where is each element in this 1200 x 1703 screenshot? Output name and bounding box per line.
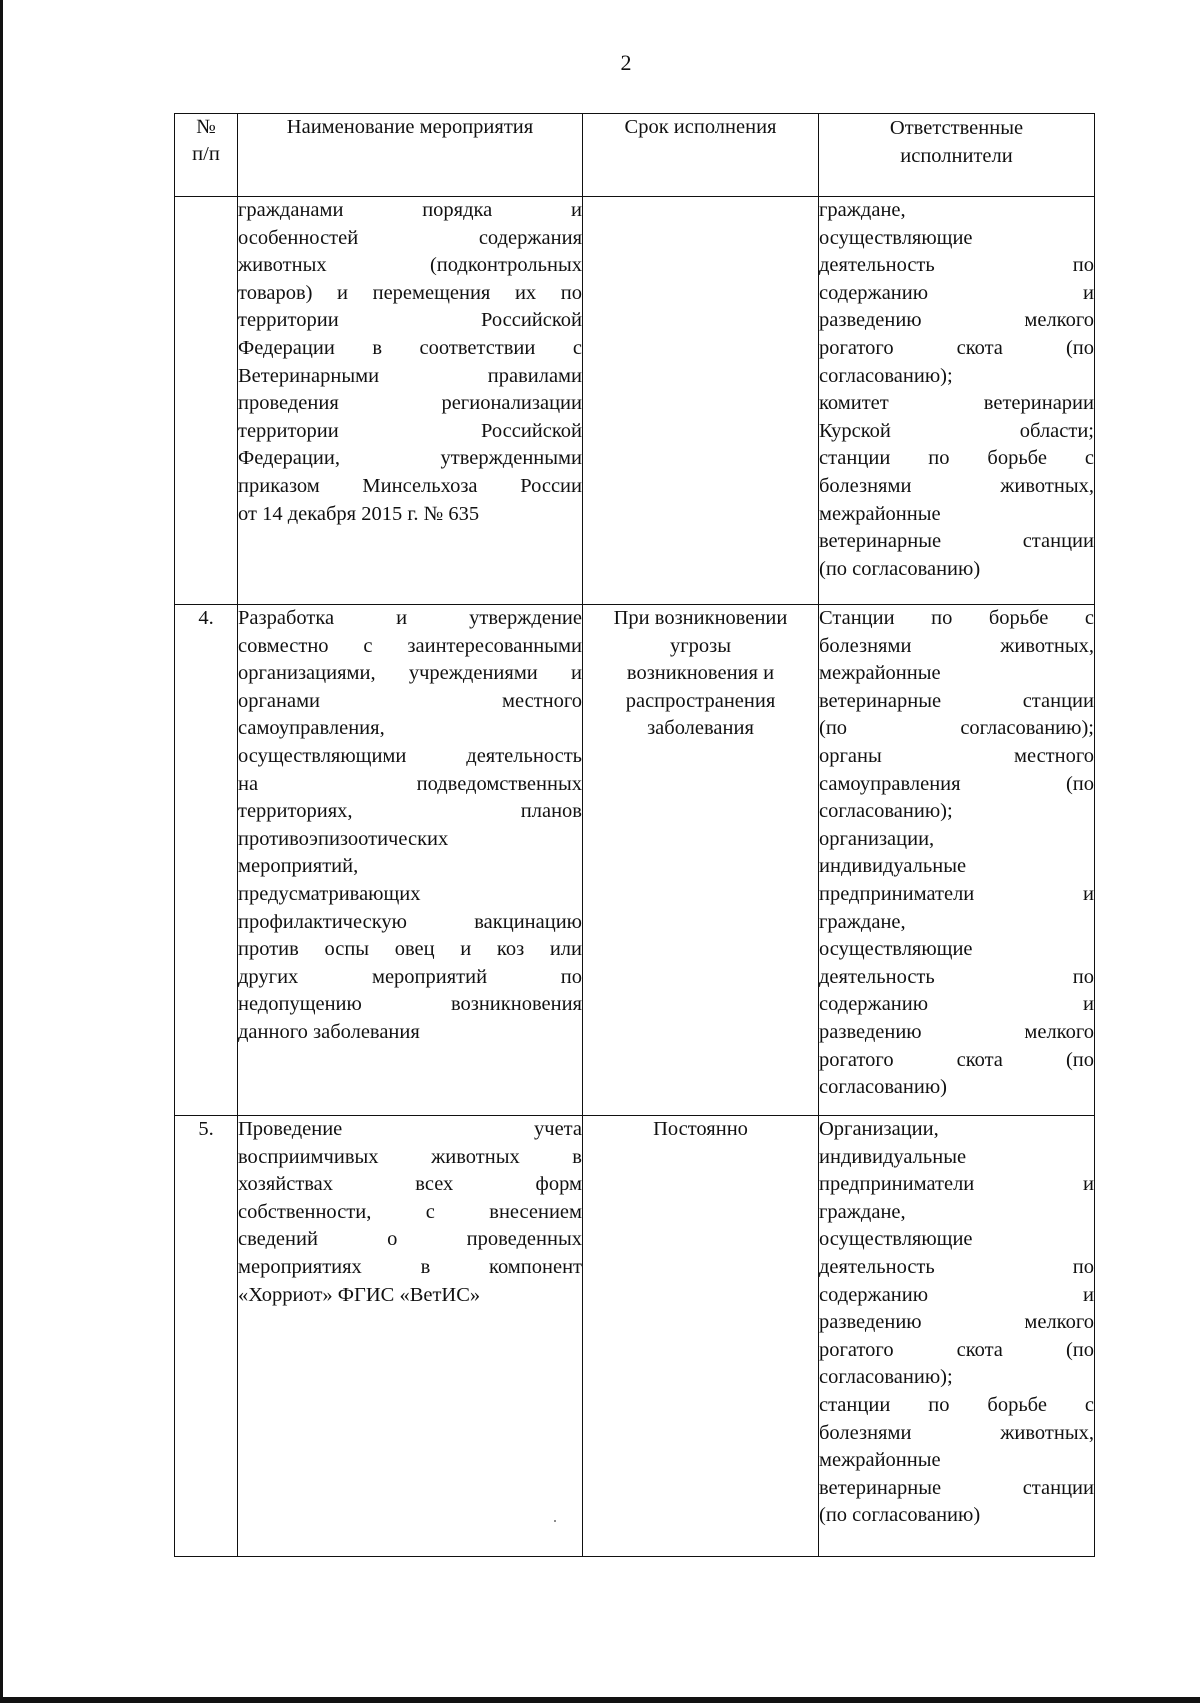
text-line: Станции по борьбе с [819,607,1094,629]
header-responsible [819,114,1095,197]
text-line: осуществляющие [819,938,973,961]
text-line: разведению мелкого [819,309,1094,332]
text-line: граждане, [819,199,906,221]
text-line: восприимчивых животных в [238,1145,582,1168]
text-line: проведения регионализации [238,392,582,415]
text-line: граждане, [819,910,906,933]
text-line: противоэпизоотических [238,827,449,850]
row-number-cell [175,1116,238,1557]
text-line: органами местного [238,689,582,712]
text-line: против оспы овец и коз или [238,938,582,961]
row-number: 5. [198,1118,214,1140]
text-line: хозяйствах всех форм [238,1173,582,1196]
text-line: предприниматели и [819,882,1094,905]
text-line: комитет ветеринарии [819,392,1094,415]
text-line: рогатого скота (по [819,1338,1094,1361]
text-line: содержанию и [819,1283,1094,1306]
text-line: самоуправления, [238,717,385,740]
text-line: межрайонные [819,502,941,525]
text-line: ветеринарные станции [819,1476,1094,1499]
text-line: согласованию); [819,1366,953,1389]
text-line: Проведение учета [238,1118,582,1140]
row-number-cell [175,605,238,1116]
text-line: рогатого скота (по [819,336,1094,359]
deadline-text [583,605,818,743]
text-line: Разработка и утверждение [238,607,582,629]
text-line: организации, [819,827,935,850]
responsible-cell [819,605,1095,1116]
text-line: болезнями животных, [819,634,1094,657]
text-line: сведений о проведенных [238,1228,582,1251]
text-line: от 14 декабря 2015 г. № 635 [238,502,480,525]
text-line: других мероприятий по [238,965,582,988]
table-row [175,197,1095,605]
text-line: угрозы [669,634,732,657]
text-line: согласованию); [819,800,953,823]
responsible-cell [819,197,1095,605]
text-line: «Хорриот» ФГИС «ВетИС» [238,1283,481,1306]
text-line: согласованию); [819,364,953,387]
measures-table [174,113,1095,1557]
header-measure-name: Наименование мероприятия [238,114,583,197]
header-deadline: Срок исполнения [583,114,819,197]
text-line: содержанию и [819,993,1094,1016]
deadline-cell [583,197,819,605]
text-line: совместно с заинтересованными [238,634,582,657]
text-line: территориях, планов [238,800,582,823]
deadline-cell [583,605,819,1116]
text-line: разведению мелкого [819,1020,1094,1043]
header-number [175,114,238,197]
table-header-row [175,114,1095,197]
text-line: Курской области; [819,419,1094,442]
scan-speck [554,1520,556,1522]
text-line: осуществляющие [819,226,973,249]
text-line: станции по борьбе с [819,1393,1094,1416]
measure-name-cell [238,197,583,605]
text-line: болезнями животных, [819,474,1094,497]
text-line: данного заболевания [238,1020,420,1043]
text-line: осуществляющие [819,1228,973,1251]
text-line: животных (подконтрольных [238,254,582,277]
text-line: граждане, [819,1200,906,1223]
text-line: Постоянно [653,1118,748,1140]
text-line: территории Российской [238,419,582,442]
text-line: гражданами порядка и [238,199,582,221]
text-line: ветеринарные станции [819,689,1094,712]
responsible-cell [819,1116,1095,1557]
text-line: Федерации в соответствии с [238,336,582,359]
responsible-text [819,1116,1094,1530]
text-line: профилактическую вакцинацию [238,910,582,933]
text-line: рогатого скота (по [819,1048,1094,1071]
text-line: Федерации, утвержденными [238,447,582,470]
text-line: содержанию и [819,281,1094,304]
responsible-text [819,197,1094,583]
text-line: на подведомственных [238,772,582,795]
text-line: организациями, учреждениями и [238,662,582,685]
text-line: межрайонные [819,662,941,685]
text-line: болезнями животных, [819,1421,1094,1444]
text-line: станции по борьбе с [819,447,1094,470]
text-line: собственности, с внесением [238,1200,582,1223]
text-line: При возникновении [613,607,788,629]
table-row [175,1116,1095,1557]
header-responsible-line: Ответственные [889,117,1024,139]
text-line: ветеринарные станции [819,530,1094,553]
measure-name-text [238,605,582,1047]
text-line: деятельность по [819,1255,1094,1278]
scan-edge-bottom [0,1697,1200,1703]
text-line: разведению мелкого [819,1311,1094,1334]
text-line: согласованию) [819,1076,947,1099]
measure-name-text [238,197,582,528]
text-line: территории Российской [238,309,582,332]
measure-name-text [238,1116,582,1309]
header-number-line: № [196,116,216,138]
text-line: межрайонные [819,1449,941,1472]
table-row [175,605,1095,1116]
text-line: товаров) и перемещения их по [238,281,582,304]
measure-name-cell [238,605,583,1116]
responsible-text [819,605,1094,1102]
row-number-cell [175,197,238,605]
text-line: осуществляющими деятельность [238,744,582,767]
text-line: (по согласованию) [819,1504,981,1527]
text-line: индивидуальные [819,1145,967,1168]
text-line: индивидуальные [819,855,967,878]
text-line: предусматривающих [238,882,421,905]
text-line: недопущению возникновения [238,993,582,1016]
text-line: Организации, [819,1118,939,1140]
text-line: самоуправления (по [819,772,1094,795]
page-number: 2 [620,50,632,75]
text-line: заболевания [647,717,754,740]
text-line: мероприятиях в компонент [238,1255,582,1278]
text-line: мероприятий, [238,855,359,878]
header-number-line: п/п [192,143,220,165]
row-number: 4. [198,607,214,629]
measure-name-cell [238,1116,583,1557]
text-line: деятельность по [819,965,1094,988]
text-line: возникновения и [626,662,775,685]
text-line: Ветеринарными правилами [238,364,582,387]
deadline-cell [583,1116,819,1557]
text-line: (по согласованию) [819,557,981,580]
text-line: (по согласованию); [819,717,1094,740]
text-line: предприниматели и [819,1173,1094,1196]
scan-edge-left [0,0,3,1703]
text-line: приказом Минсельхоза России [238,474,582,497]
text-line: деятельность по [819,254,1094,277]
deadline-text [583,1116,818,1144]
text-line: органы местного [819,744,1094,767]
text-line: распространения [625,689,776,712]
header-responsible-line: исполнители [900,145,1013,167]
text-line: особенностей содержания [238,226,582,249]
